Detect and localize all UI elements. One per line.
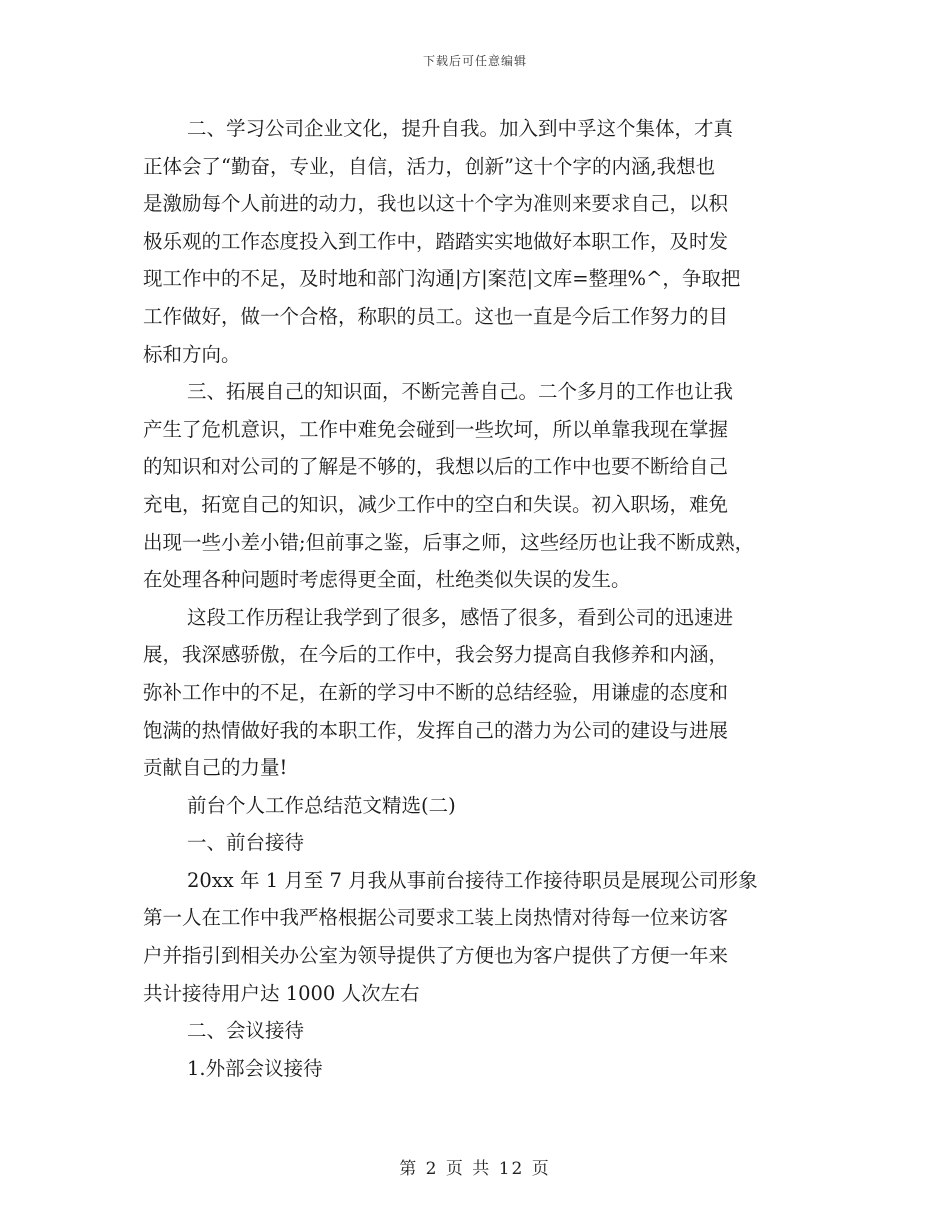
paragraph-line: 户并指引到相关办公室为领导提供了方便也为客户提供了方便一年来 xyxy=(143,944,729,968)
section-heading: 二、会议接待 xyxy=(187,1019,305,1043)
paragraph-line: 弥补工作中的不足，在新的学习中不断的总结经验，用谦虚的态度和 xyxy=(143,680,729,704)
paragraph-line: 产生了危机意识，工作中难免会碰到一些坎坷，所以单靠我现在掌握 xyxy=(143,417,729,441)
paragraph-line: 这段工作历程让我学到了很多，感悟了很多，看到公司的迅速进 xyxy=(187,605,734,629)
paragraph-line: 极乐观的工作态度投入到工作中，踏踏实实地做好本职工作，及时发 xyxy=(143,229,729,253)
page-header: 下载后可任意编辑 xyxy=(422,54,527,68)
paragraph-line: 出现一些小差小错;但前事之鉴，后事之师，这些经历也让我不断成熟， xyxy=(143,530,755,554)
page-footer: 第 2 页 共 12 页 xyxy=(399,1159,551,1179)
paragraph-line: 二、学习公司企业文化，提升自我。加入到中孚这个集体，才真 xyxy=(187,117,734,140)
paragraph-line: 第一人在工作中我严格根据公司要求工装上岗热情对待每一位来访客 xyxy=(143,906,729,930)
paragraph-line: 贡献自己的力量! xyxy=(143,756,288,780)
paragraph-line: 工作做好，做一个合格，称职的员工。这也一直是今后工作努力的目 xyxy=(143,304,729,328)
paragraph-line: 的知识和对公司的了解是不够的，我想以后的工作中也要不断给自己 xyxy=(143,455,729,479)
paragraph-line: 是激励每个人前进的动力，我也以这十个字为准则来要求自己，以积 xyxy=(143,192,729,216)
subsection-heading: 1.外部会议接待 xyxy=(187,1056,323,1080)
paragraph-line: 充电，拓宽自己的知识，减少工作中的空白和失误。初入职场，难免 xyxy=(143,492,729,516)
paragraph-line: 标和方向。 xyxy=(143,342,241,366)
paragraph-line: 正体会了“勤奋，专业，自信，活力，创新”这十个字的内涵,我想也 xyxy=(143,154,716,178)
paragraph-line: 现工作中的不足，及时地和部门沟通|方|案范|文库=整理%^，争取把 xyxy=(143,267,741,291)
paragraph-line: 三、拓展自己的知识面，不断完善自己。二个多月的工作也让我 xyxy=(187,380,734,404)
paragraph-line: 20xx 年 1 月至 7 月我从事前台接待工作接待职员是展现公司形象 xyxy=(187,868,758,892)
paragraph-line: 共计接待用户达 1000 人次左右 xyxy=(143,981,420,1005)
paragraph-line: 饱满的热情做好我的本职工作，发挥自己的潜力为公司的建设与进展 xyxy=(143,718,729,742)
paragraph-line: 展，我深感骄傲，在今后的工作中，我会努力提高自我修养和内涵， xyxy=(143,643,729,667)
section-heading: 一、前台接待 xyxy=(187,831,305,855)
section-title: 前台个人工作总结范文精选(二) xyxy=(187,793,456,817)
document-body xyxy=(143,110,815,1087)
paragraph-line: 在处理各种问题时考虑得更全面，杜绝类似失误的发生。 xyxy=(143,568,631,592)
